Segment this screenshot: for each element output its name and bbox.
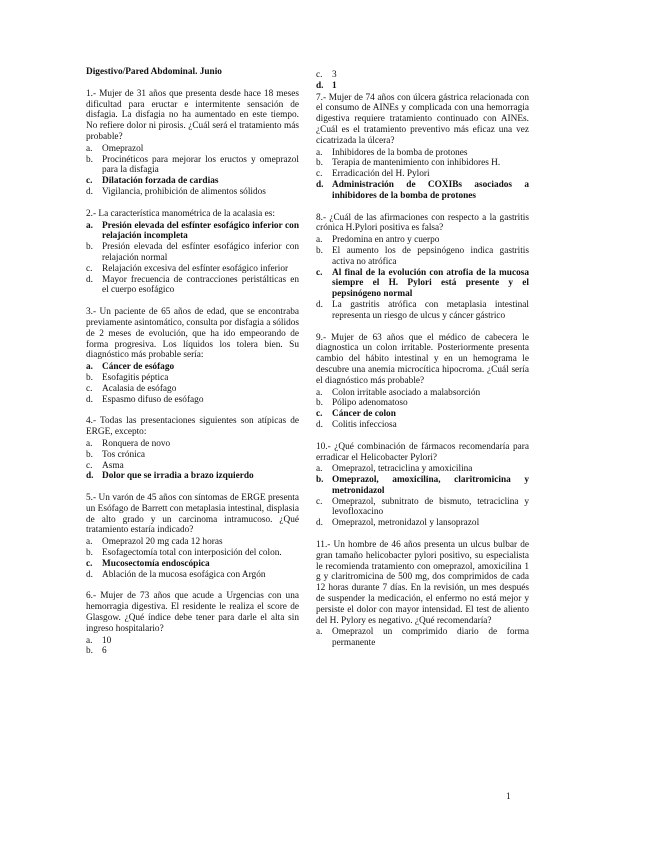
option	[316, 497, 529, 519]
option-letter: d.	[86, 186, 93, 197]
option-letter: c.	[86, 176, 93, 187]
option-letter: d.	[316, 299, 323, 310]
option	[316, 388, 529, 399]
option-letter: c.	[316, 409, 323, 420]
question-stem: 11.- Un hombre de 46 años presenta un ulcus bulbar de gran tamaño helicobacter pylori positivo, su especialista le recomienda tratamiento con omeprazol, amoxicilina 1 g y claritromicina de 500 mg, dos comprimidos de cada 12 horas durante 7 días. En la revisión, un mes después de suspender la medicación, el enfermo no está mejor y persiste el dolor con mayor intensidad. El test de aliento del H. Pylory es negativo. ¿Qué recomendaría?	[316, 540, 529, 626]
option	[316, 464, 529, 475]
option-letter: c.	[86, 460, 93, 471]
page-number: 1	[506, 792, 511, 802]
option	[86, 461, 299, 472]
option-correct	[86, 362, 299, 373]
option-letter: a.	[316, 235, 323, 246]
option-text: Mayor frecuencia de contracciones peristálticas en el cuerpo esofágico	[102, 274, 299, 296]
option-letter: c.	[316, 496, 323, 507]
left-column	[86, 67, 299, 668]
question-stem: 5.- Un varón de 45 años con síntomas de ERGE presenta un Esófago de Barrett con metaplasia intestinal, displasia de alto grado y un carcinoma intramucoso. ¿Qué tratamiento estaría indicado?	[86, 493, 299, 536]
option-correct	[316, 268, 529, 300]
option	[86, 187, 299, 198]
option-letter: b.	[316, 245, 323, 256]
option-list	[316, 627, 529, 649]
option-letter: a.	[86, 220, 93, 231]
option-letter: c.	[86, 263, 93, 274]
option-list	[86, 537, 299, 580]
option-letter: d.	[316, 179, 324, 190]
option-text: Omeprazol, subnitrato de bismuto, tetraciclina y levofloxacino	[332, 496, 529, 518]
option-text: Dilatación forzada de cardias	[102, 176, 219, 187]
option-letter: a.	[86, 635, 93, 646]
option	[86, 636, 299, 647]
option	[86, 646, 299, 657]
option-letter: b.	[86, 372, 93, 383]
option-letter: a.	[86, 438, 93, 449]
option-correct	[316, 475, 529, 497]
option-text: Administración de COXIBs asociados a inhibidores de la bomba de protones	[332, 179, 529, 201]
question-10	[316, 442, 529, 529]
option-text: Terapia de mantenimiento con inhibidores H.	[332, 158, 501, 169]
option-text: Al final de la evolución con atrofia de la mucosa siempre el H. Pylori está presente y el pepsinógeno normal	[332, 267, 529, 300]
question-8	[316, 213, 529, 322]
option-text: Tos crónica	[102, 449, 145, 460]
question-stem: 8.- ¿Cuál de las afirmaciones con respecto a la gastritis crónica H.Pylori positiva es falsa?	[316, 212, 529, 234]
option-letter: d.	[86, 274, 93, 285]
option-list	[86, 144, 299, 198]
right-column	[316, 70, 529, 660]
question-stem: 6.- Mujer de 73 años que acude a Urgencias con una hemorragia digestiva. El residente le realiza el score de Glasgow. ¿Qué índice debe tener para darle el alta sin ingreso hospitalario?	[86, 591, 299, 634]
question-4	[86, 416, 299, 482]
option	[316, 420, 529, 431]
option-letter: b.	[316, 475, 324, 486]
option	[316, 246, 529, 268]
option-letter: b.	[86, 449, 93, 460]
option-correct	[86, 176, 299, 187]
option-list	[86, 221, 299, 297]
option-text: Presión elevada del esfínter esofágico inferior con relajación incompleta	[102, 220, 299, 242]
option-text: Mucosectomía endoscópica	[102, 558, 210, 569]
option-text: Predomina en antro y cuerpo	[332, 235, 440, 246]
question-6-continued	[316, 70, 529, 92]
option-text: Omeprazol 20 mg cada 12 horas	[102, 537, 223, 548]
option-letter: b.	[86, 646, 93, 657]
option	[316, 627, 529, 649]
option-text: Cáncer de colon	[332, 409, 396, 420]
option-correct	[316, 409, 529, 420]
document-title: Digestivo/Pared Abdominal. Junio	[86, 67, 222, 77]
option-text: Omeprazol, metronidazol y lansoprazol	[332, 518, 480, 529]
question-9	[316, 333, 529, 431]
option	[316, 518, 529, 529]
option-letter: b.	[86, 242, 93, 253]
option-list	[316, 235, 529, 321]
option-text: Omeprazol, amoxicilina, claritromicina y metronidazol	[332, 475, 529, 496]
option-letter: d.	[316, 419, 323, 430]
option-list	[316, 148, 529, 202]
option	[316, 169, 529, 180]
option	[316, 300, 529, 322]
question-5	[86, 493, 299, 580]
option-text: Asma	[102, 460, 124, 471]
option-text: La gastritis atrófica con metaplasia intestinal representa un riesgo de ulcus y cáncer gástrico	[332, 299, 529, 321]
option	[86, 548, 299, 559]
option-letter: b.	[86, 548, 93, 559]
option-text: Inhibidores de la bomba de protones	[332, 147, 468, 158]
option-letter: a.	[316, 627, 323, 638]
option-text: Procinéticos para mejorar los eructos y omeprazol para la disfagia	[102, 154, 299, 176]
option-list	[86, 362, 299, 405]
question-3	[86, 307, 299, 405]
option-letter: c.	[316, 267, 323, 278]
option	[86, 450, 299, 461]
option-list	[316, 464, 529, 529]
option	[316, 398, 529, 409]
option-list	[316, 70, 529, 92]
option-letter: b.	[86, 154, 93, 165]
option-text: Omeprazol, tetraciclina y amoxicilina	[332, 464, 473, 475]
option-text: Esofagitis péptica	[102, 372, 169, 383]
option-text: 10	[102, 635, 112, 646]
option-letter: a.	[86, 362, 93, 373]
option	[86, 242, 299, 264]
option-letter: d.	[86, 394, 93, 405]
option-letter: d.	[86, 569, 93, 580]
question-6	[86, 591, 299, 657]
option-text: Dolor que se irradia a brazo izquierdo	[102, 471, 254, 482]
option-text: Omeprazol	[102, 143, 144, 154]
option	[86, 144, 299, 155]
option	[86, 395, 299, 406]
question-stem: 10.- ¿Qué combinación de fármacos recomendaría para erradicar el Helicobacter Pylori?	[316, 441, 529, 463]
option-list	[86, 439, 299, 482]
option	[316, 158, 529, 169]
option-letter: a.	[86, 537, 93, 548]
option-correct	[316, 180, 529, 202]
question-stem: 1.- Mujer de 31 años que presenta desde hace 18 meses dificultad para eructar e intermitente sensación de disfagia. La disfagia no ha aumentado en este tiempo. No refiere dolor ni pirosis. ¿Cuál será el tratamiento más probable?	[86, 88, 299, 142]
option-correct	[86, 559, 299, 570]
option	[86, 373, 299, 384]
option-letter: c.	[86, 558, 93, 569]
option-text: 3	[332, 70, 337, 80]
option-text: Ablación de la mucosa esofágica con Argón	[102, 569, 266, 580]
option-text: Esofagectomía total con interposición del colon.	[102, 548, 282, 559]
option-letter: b.	[316, 398, 323, 409]
option-letter: c.	[316, 169, 323, 180]
option-letter: b.	[316, 158, 323, 169]
option-letter: d.	[316, 518, 323, 529]
option-letter: d.	[86, 471, 94, 482]
option-text: 6	[102, 646, 107, 657]
option-text: Omeprazol un comprimido diario de forma permanente	[332, 627, 529, 649]
question-1	[86, 89, 299, 198]
option-text: Presión elevada del esfínter esofágico inferior con relajación normal	[102, 242, 299, 263]
option	[86, 384, 299, 395]
option-list	[86, 636, 299, 658]
option	[316, 148, 529, 159]
option-text: Colitis infecciosa	[332, 419, 397, 430]
option-letter: a.	[316, 387, 323, 398]
option	[86, 439, 299, 450]
option-text: Relajación excesiva del esfínter esofágico inferior	[102, 263, 289, 274]
option-letter: d.	[316, 80, 324, 91]
option-letter: a.	[316, 464, 323, 475]
question-2	[86, 209, 299, 296]
option-text: Pólipo adenomatoso	[332, 398, 408, 409]
option-correct	[86, 221, 299, 243]
question-stem: 9.- Mujer de 63 años que el médico de cabecera le diagnostica un colon irritable. Posteriormente presenta cambio del hábito intestinal y en un hemograma le descubre una anemia microcítica hipocroma. ¿Cuál sería el diagnóstico más probable?	[316, 332, 529, 386]
option-letter: a.	[316, 147, 323, 158]
option	[86, 570, 299, 581]
option-text: Erradicación del H. Pylori	[332, 169, 430, 180]
question-7	[316, 93, 529, 202]
option-text: Acalasia de esófago	[102, 383, 177, 394]
option-text: Ronquera de novo	[102, 438, 171, 449]
question-stem: 4.- Todas las presentaciones siguientes son atípicas de ERGE, excepto:	[86, 416, 299, 438]
option-text: 1	[332, 80, 337, 91]
option	[86, 537, 299, 548]
option	[86, 275, 299, 297]
option-correct	[86, 471, 299, 482]
option-text: El aumento los de pepsinógeno indica gastritis activa no atrófica	[332, 245, 529, 267]
option	[316, 235, 529, 246]
option-text: Colon irritable asociado a malabsorción	[332, 387, 481, 398]
option-letter: c.	[316, 70, 323, 80]
option	[86, 264, 299, 275]
option-letter: a.	[86, 143, 93, 154]
question-stem: 2.- La característica manométrica de la acalasia es:	[86, 208, 275, 219]
option-letter: c.	[86, 383, 93, 394]
option-text: Vigilancia, prohibición de alimentos sólidos	[102, 186, 266, 197]
option-correct	[316, 81, 529, 92]
question-stem: 7.- Mujer de 74 años con úlcera gástrica relacionada con el consumo de AINEs y complicada con una hemorragia digestiva requiere tratamiento continuado con AINEs. ¿Cuál es el tratamiento preventivo más eficaz una vez cicatrizada la úlcera?	[316, 92, 529, 146]
option-text: Espasmo difuso de esófago	[102, 394, 204, 405]
option	[316, 70, 529, 81]
question-11	[316, 540, 529, 649]
option	[86, 155, 299, 177]
option-list	[316, 388, 529, 431]
option-text: Cáncer de esófago	[102, 362, 175, 373]
question-stem: 3.- Un paciente de 65 años de edad, que se encontraba previamente asintomático, consulta por disfagia a sólidos de 2 meses de evolución, que ha ido empeorando de forma progresiva. Los líquidos los tolera bien. Su diagnóstico más probable sería:	[86, 307, 299, 361]
